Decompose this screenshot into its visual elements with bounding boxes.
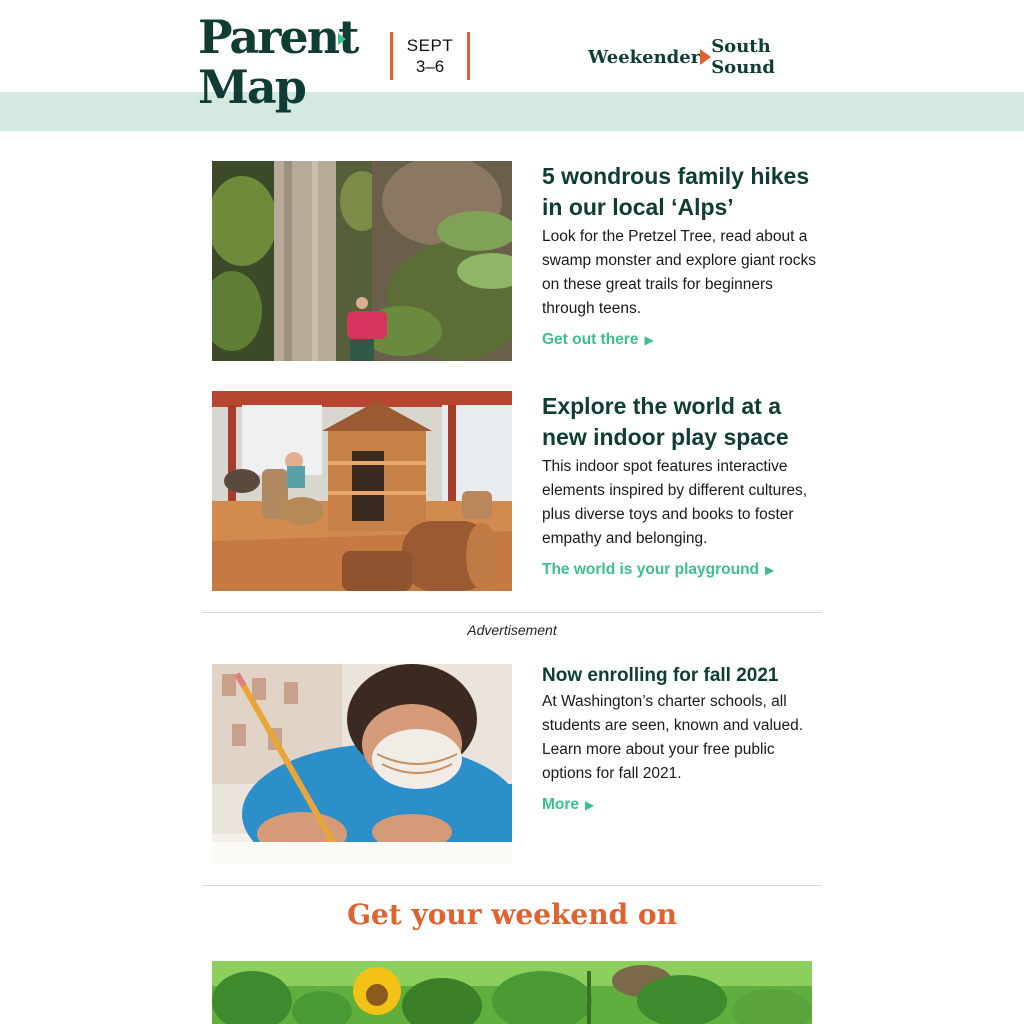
article-hikes-title[interactable]: 5 wondrous family hikes in our local ‘Alps’ bbox=[542, 163, 810, 220]
parentmap-logo[interactable] bbox=[198, 10, 358, 122]
logo-word-parent: Parent bbox=[198, 10, 358, 64]
logo-flag-icon bbox=[338, 33, 346, 45]
article-play-space-description: This indoor spot features interactive elements inspired by different cultures, plus diverse toys and books to foster empathy and belonging. bbox=[542, 458, 808, 547]
advertisement-description: At Washington’s charter schools, all students are seen, known and valued. Learn more about your free public options for fall 2021. bbox=[542, 693, 804, 782]
sunflower-photo bbox=[212, 961, 812, 1024]
article-play-space-content bbox=[542, 391, 827, 579]
article-hikes-link-label: Get out there bbox=[542, 331, 639, 348]
advertisement-label: Advertisement bbox=[467, 622, 557, 638]
advertisement-image[interactable] bbox=[212, 664, 512, 864]
article-play-space-title[interactable]: Explore the world at a new indoor play space bbox=[542, 393, 789, 450]
student-writing-photo bbox=[212, 664, 512, 864]
article-hikes-link[interactable] bbox=[542, 331, 654, 349]
edition-name: Weekender bbox=[588, 46, 701, 68]
advertisement-link[interactable] bbox=[542, 796, 594, 814]
advertisement-content bbox=[542, 664, 827, 814]
indoor-playhouse-photo bbox=[212, 391, 512, 591]
play-arrow-icon: ▶ bbox=[765, 563, 775, 577]
edition-region: South Sound bbox=[711, 36, 775, 78]
article-play-space-image[interactable] bbox=[212, 391, 512, 591]
weekend-heading: Get your weekend on bbox=[347, 898, 677, 931]
header-band bbox=[0, 92, 1024, 131]
issue-month: SEPT bbox=[406, 36, 454, 55]
article-play-space-link-label: The world is your playground bbox=[542, 561, 760, 578]
advertisement-title[interactable]: Now enrolling for fall 2021 bbox=[542, 665, 779, 686]
advertisement-link-label: More bbox=[542, 796, 580, 813]
issue-days: 3–6 bbox=[415, 57, 445, 76]
weekend-hero-image[interactable] bbox=[212, 961, 812, 1024]
article-hikes-image[interactable] bbox=[212, 161, 512, 361]
article-hikes-description: Look for the Pretzel Tree, read about a swamp monster and explore giant rocks on these great trails for beginners through teens. bbox=[542, 228, 816, 317]
play-arrow-icon: ▶ bbox=[585, 798, 595, 812]
header bbox=[0, 0, 1024, 131]
forest-hike-photo bbox=[212, 161, 512, 361]
article-play-space-link[interactable] bbox=[542, 561, 774, 579]
divider bbox=[202, 885, 822, 886]
play-triangle-icon bbox=[700, 49, 711, 65]
divider bbox=[202, 612, 822, 613]
play-arrow-icon: ▶ bbox=[644, 333, 654, 347]
edition-label bbox=[588, 36, 834, 78]
logo-word-map: Map bbox=[198, 60, 305, 114]
issue-date bbox=[390, 32, 470, 80]
article-hikes-content bbox=[542, 161, 827, 349]
